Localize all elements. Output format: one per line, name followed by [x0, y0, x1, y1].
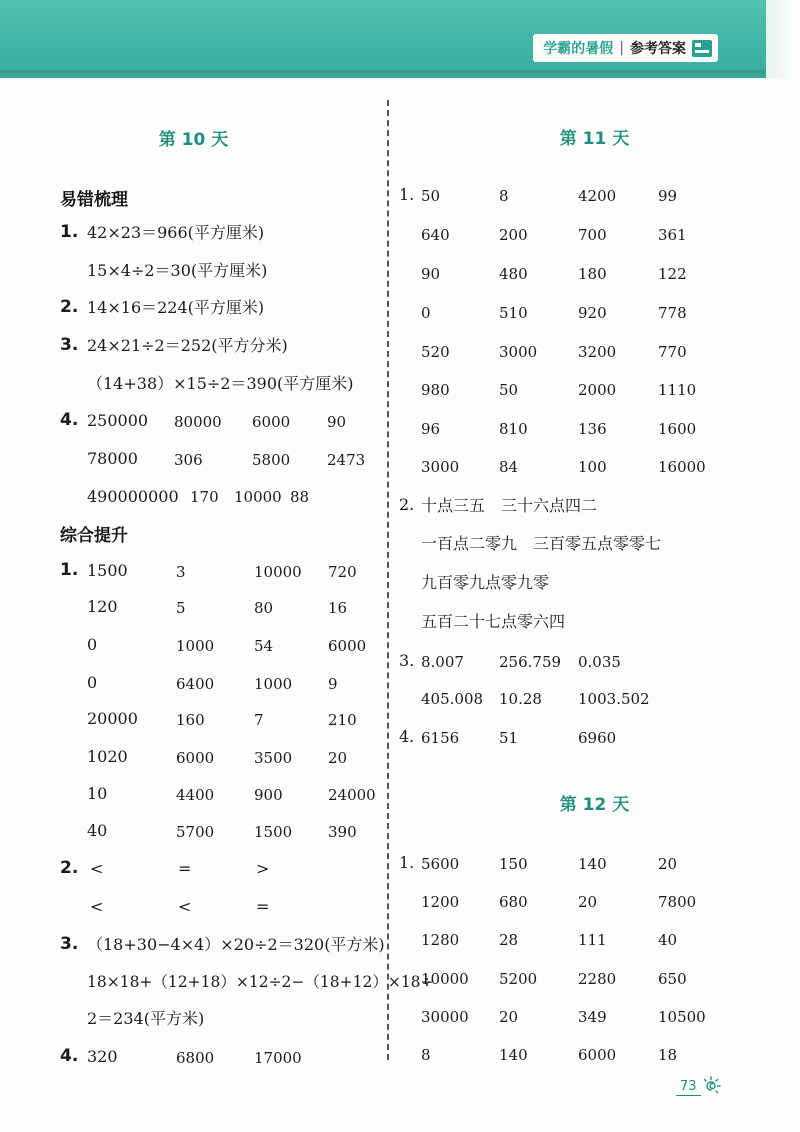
grid-cell: 520 [421, 343, 450, 361]
grid-cell: 40 [658, 931, 678, 949]
grid-cell: 10000 [254, 563, 302, 581]
answer-line: （14+38）×15÷2＝390(平方厘米) [87, 374, 354, 393]
grid-cell: 980 [421, 381, 450, 399]
question-number: 4. [60, 410, 79, 430]
grid-cell: 1500 [87, 561, 128, 580]
grid-cell: 50 [421, 187, 441, 205]
grid-cell: 480 [499, 265, 528, 283]
answer-line: （18+30−4×4）×20÷2＝320(平方米) [87, 935, 385, 954]
grid-cell: 6000 [176, 749, 215, 767]
grid-cell: 900 [254, 786, 283, 804]
answer-line: 18×18+（12+18）×12÷2−（18+12）×18÷ [87, 973, 434, 991]
answer-line: 十点三五 三十六点四二 [421, 496, 598, 515]
grid-cell: 1000 [176, 637, 215, 655]
grid-cell: 510 [499, 304, 528, 322]
question-number: 4. [60, 1046, 79, 1066]
grid-cell: 0 [421, 304, 431, 322]
section-name: 参考答案 [630, 41, 686, 57]
grid-cell: 1110 [658, 381, 697, 399]
question-number: 3. [399, 651, 415, 670]
grid-cell: 10000 [234, 488, 282, 506]
grid-cell: 24000 [328, 786, 376, 804]
grid-cell: 160 [176, 711, 205, 729]
grid-cell: 8 [421, 1046, 431, 1064]
grid-cell: 90 [327, 413, 347, 431]
grid-cell: 10.28 [499, 690, 542, 708]
grid-cell: 111 [578, 931, 607, 949]
grid-cell: 0 [87, 635, 98, 654]
answer-line: 2＝234(平方米) [87, 1009, 205, 1028]
answer-line: 24×21÷2＝252(平方分米) [87, 336, 288, 355]
grid-cell: 5700 [176, 823, 215, 841]
grid-cell: 390 [328, 823, 357, 841]
grid-cell: 30000 [421, 1008, 469, 1026]
page-number: 73 [676, 1079, 701, 1096]
column-divider [387, 100, 389, 1060]
grid-cell: 28 [499, 931, 519, 949]
grid-cell: = [256, 897, 270, 916]
grid-cell: 2473 [327, 451, 366, 469]
grid-cell: 54 [254, 637, 274, 655]
grid-cell: 250000 [87, 411, 149, 430]
grid-cell: 50 [499, 381, 519, 399]
grid-cell: 140 [578, 855, 607, 873]
grid-cell: 10 [87, 784, 108, 803]
grid-cell: 1280 [421, 931, 460, 949]
grid-cell: 490000000 [87, 487, 179, 506]
grid-cell: 6000 [252, 413, 291, 431]
grid-cell: 10000 [421, 970, 469, 988]
grid-cell: 720 [328, 563, 357, 581]
grid-cell: 0 [87, 673, 98, 692]
grid-cell: 361 [658, 226, 687, 244]
grid-cell: 3200 [578, 343, 617, 361]
grid-cell: < [90, 897, 104, 916]
header-label [533, 34, 718, 62]
question-number: 2. [60, 858, 79, 878]
grid-cell: 6960 [578, 729, 617, 747]
grid-cell: 18 [658, 1046, 678, 1064]
answer-line: 14×16＝224(平方厘米) [87, 298, 265, 317]
book-icon [692, 40, 712, 57]
grid-cell: 140 [499, 1046, 528, 1064]
grid-cell: 920 [578, 304, 607, 322]
answer-line: 五百二十七点零六四 [421, 612, 566, 631]
page-edge [766, 0, 800, 78]
grid-cell: 10500 [658, 1008, 706, 1026]
grid-cell: 84 [499, 458, 519, 476]
grid-cell: 6400 [176, 675, 215, 693]
grid-cell: 778 [658, 304, 687, 322]
question-number: 3. [60, 934, 79, 954]
grid-cell: 1500 [254, 823, 293, 841]
grid-cell: 16000 [658, 458, 706, 476]
grid-cell: 136 [578, 420, 607, 438]
day-10-title: 第 10 天 [158, 130, 229, 150]
grid-cell: 700 [578, 226, 607, 244]
grid-cell: 4400 [176, 786, 215, 804]
grid-cell: 20 [328, 749, 348, 767]
grid-cell: 170 [190, 488, 219, 506]
grid-cell: 2280 [578, 970, 617, 988]
grid-cell: 210 [328, 711, 357, 729]
grid-cell: 256.759 [499, 653, 562, 671]
grid-cell: 3500 [254, 749, 293, 767]
grid-cell: 7800 [658, 893, 697, 911]
question-number: 3. [60, 335, 79, 355]
grid-cell: 16 [328, 599, 348, 617]
question-number: 1. [399, 853, 415, 872]
grid-cell: > [256, 859, 270, 878]
grid-cell: 5 [176, 599, 186, 617]
grid-cell: 51 [499, 729, 519, 747]
grid-cell: 5600 [421, 855, 460, 873]
book-title: 学霸的暑假 [543, 41, 614, 57]
answer-line: 九百零九点零九零 [421, 573, 550, 592]
grid-cell: 1003.502 [578, 690, 650, 708]
grid-cell: 122 [658, 265, 687, 283]
answer-line: 15×4÷2＝30(平方厘米) [87, 261, 268, 280]
grid-cell: 100 [578, 458, 607, 476]
answer-line: 一百点二零九 三百零五点零零七 [421, 534, 662, 553]
grid-cell: 6000 [578, 1046, 617, 1064]
grid-cell: 180 [578, 265, 607, 283]
question-number: 4. [399, 727, 415, 746]
grid-cell: 150 [499, 855, 528, 873]
grid-cell: 7 [254, 711, 264, 729]
header-separator: | [619, 40, 624, 56]
grid-cell: 78000 [87, 449, 138, 468]
sun-swirl-icon [699, 1074, 723, 1098]
grid-cell: 1000 [254, 675, 293, 693]
grid-cell: 88 [290, 488, 310, 506]
header-shadow [0, 70, 800, 80]
grid-cell: 3 [176, 563, 186, 581]
question-number: 1. [60, 560, 79, 580]
grid-cell: 8.007 [421, 653, 464, 671]
grid-cell: 4200 [578, 187, 617, 205]
grid-cell: 320 [87, 1047, 118, 1066]
grid-cell: 80000 [174, 413, 222, 431]
grid-cell: 6800 [176, 1049, 215, 1067]
grid-cell: 90 [421, 265, 441, 283]
grid-cell: 20 [499, 1008, 519, 1026]
day-12-title: 第 12 天 [559, 795, 630, 815]
question-number: 1. [60, 222, 79, 242]
question-number: 2. [60, 297, 79, 317]
grid-cell: 20 [578, 893, 598, 911]
section-title-comprehensive: 综合提升 [60, 526, 128, 546]
grid-cell: 6000 [328, 637, 367, 655]
grid-cell: 1600 [658, 420, 697, 438]
grid-cell: 2000 [578, 381, 617, 399]
grid-cell: 5200 [499, 970, 538, 988]
grid-cell: 640 [421, 226, 450, 244]
grid-cell: 200 [499, 226, 528, 244]
grid-cell: 3000 [421, 458, 460, 476]
grid-cell: 3000 [499, 343, 538, 361]
grid-cell: < [178, 897, 192, 916]
grid-cell: 680 [499, 893, 528, 911]
day-11-title: 第 11 天 [559, 129, 630, 149]
grid-cell: 349 [578, 1008, 607, 1026]
grid-cell: 20 [658, 855, 678, 873]
grid-cell: = [178, 859, 192, 878]
grid-cell: 1200 [421, 893, 460, 911]
grid-cell: 770 [658, 343, 687, 361]
grid-cell: 0.035 [578, 653, 621, 671]
section-title-error-review: 易错梳理 [60, 190, 128, 210]
grid-cell: 99 [658, 187, 678, 205]
grid-cell: 17000 [254, 1049, 302, 1067]
answer-line: 42×23＝966(平方厘米) [87, 223, 265, 242]
grid-cell: 810 [499, 420, 528, 438]
grid-cell: < [90, 859, 104, 878]
grid-cell: 650 [658, 970, 687, 988]
grid-cell: 120 [87, 597, 118, 616]
grid-cell: 80 [254, 599, 274, 617]
grid-cell: 6156 [421, 729, 460, 747]
question-number: 1. [399, 185, 415, 204]
grid-cell: 9 [328, 675, 338, 693]
grid-cell: 8 [499, 187, 509, 205]
grid-cell: 96 [421, 420, 441, 438]
grid-cell: 20000 [87, 709, 138, 728]
grid-cell: 306 [174, 451, 203, 469]
grid-cell: 405.008 [421, 690, 484, 708]
question-number: 2. [399, 495, 415, 514]
grid-cell: 40 [87, 821, 108, 840]
grid-cell: 1020 [87, 747, 128, 766]
grid-cell: 5800 [252, 451, 291, 469]
